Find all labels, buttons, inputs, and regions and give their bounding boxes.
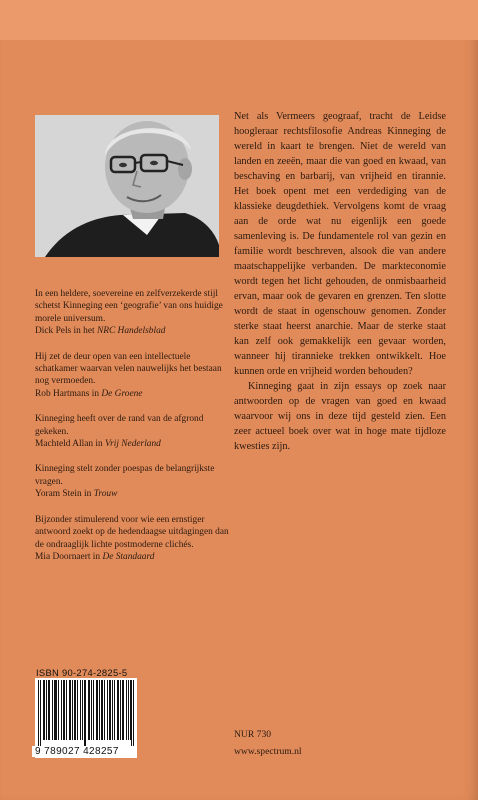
quote-text: Hij zet de deur open van een intellectuele schatkamer waarvan velen nauwelijks het bestaan nog vermoeden. bbox=[35, 351, 222, 387]
quote-publication: De Groene bbox=[101, 388, 143, 399]
quote-publication: NRC Handelsblad bbox=[96, 326, 166, 337]
quote-publication: Trouw bbox=[93, 489, 118, 500]
review-quote bbox=[35, 288, 235, 338]
quote-author: Yoram Stein in bbox=[35, 489, 92, 500]
quote-source bbox=[35, 551, 235, 563]
quote-text: Kinneging stelt zonder poespas de belangrijkste vragen. bbox=[35, 464, 215, 487]
barcode-bars bbox=[38, 680, 134, 746]
quote-author: Machteld Allan in bbox=[35, 439, 103, 450]
isbn-label: ISBN 90-274-2825-5 bbox=[36, 667, 128, 678]
author-photo bbox=[35, 115, 219, 257]
quote-author: Mia Doornaert in bbox=[35, 551, 101, 562]
nur-code: NUR 730 bbox=[234, 729, 272, 740]
book-blurb bbox=[234, 109, 446, 454]
quote-text: Bijzonder stimulerend voor wie een ernstiger antwoord zoekt op de hedendaagse uitdagingen dan de ondraaglijk lichte postmoderne clichés. bbox=[35, 514, 229, 550]
review-quotes bbox=[35, 288, 235, 576]
review-quote bbox=[35, 351, 235, 401]
cover-top-band bbox=[0, 0, 478, 40]
quote-source bbox=[35, 388, 235, 400]
quote-publication: Vrij Nederland bbox=[105, 439, 161, 450]
quote-author: Dick Pels in het bbox=[35, 326, 95, 337]
review-quote bbox=[35, 514, 235, 564]
barcode-digits: 9 789027 428257 bbox=[32, 746, 122, 757]
quote-source bbox=[35, 325, 235, 337]
review-quote bbox=[35, 463, 235, 500]
quote-publication: De Standaard bbox=[102, 551, 155, 562]
quote-text: Kinneging heeft over de rand van de afgrond gekeken. bbox=[35, 414, 204, 437]
review-quote bbox=[35, 413, 235, 450]
blurb-paragraph-2: Kinneging gaat in zijn essays op zoek naar antwoorden op de vragen van goed en kwaad waarvoor wij ons in deze tijd gesteld zien. Een zeer actueel boek over wat in hoge mate tijdloze kwesties zijn. bbox=[234, 381, 446, 452]
publisher-website: www.spectrum.nl bbox=[234, 746, 302, 757]
quote-source bbox=[35, 438, 235, 450]
quote-author: Rob Hartmans in bbox=[35, 388, 100, 399]
quote-text: In een heldere, soevereine en zelfverzekerde stijl schetst Kinneging een ‘geografie’ van ons huidige morele universum. bbox=[35, 289, 223, 324]
blurb-paragraph-1: Net als Vermeers geograaf, tracht de Leidse hoogleraar rechtsfilosofie Andreas Kinneging de wereld in kaart te brengen. Niet de wereld van landen en zeeën, maar die van goed en kwaad, van beschaving en barbarij, van vrijheid en tirannie. Het boek opent met een verdediging van de klassieke deugdethiek. Vervolgens komt de vraag aan de orde wat nu eigenlijk een goede samenleving is. De fundamentele rol van gezin en familie wordt beschreven, alsook die van andere maatschappelijke verbanden. De markteconomie wordt tegen het licht gehouden, de onmisbaarheid ervan, maar ook de gevaren en grenzen. Ten slotte wordt de staat in ogenschouw genomen. Zonder sterke staat heerst anarchie. Maar de sterke staat kan zelf ook gemakkelijk een gevaar worden, wanneer hij tirannieke trekken ontwikkelt. Hoe kunnen orde en vrijheid worden behouden? bbox=[234, 111, 446, 377]
quote-source bbox=[35, 488, 235, 500]
